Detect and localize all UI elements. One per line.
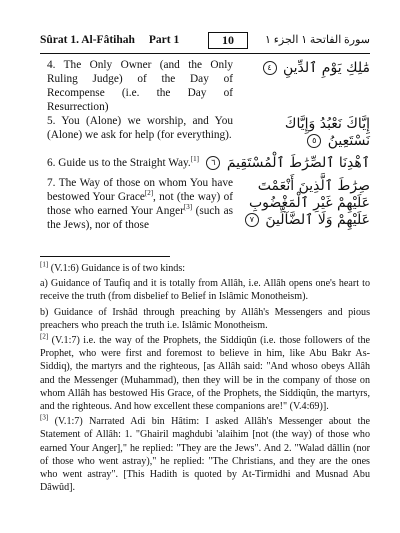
verse-6-text: 6. Guide us to the Straight Way. — [47, 157, 191, 169]
verse-4-translation: 4. The Only Owner (and the Only Ruling Judge) of the Day of Recompense (i.e. the Day of Resurrection) — [47, 59, 233, 113]
page-header — [40, 32, 370, 52]
verse-4-arabic — [261, 60, 370, 77]
verse-6-arabic — [204, 155, 370, 172]
verse-number-marker: ٤ — [263, 61, 277, 75]
verse-4-arabic-text: مَٰلِكِ يَوْمِ ٱلدِّينِ — [282, 60, 370, 76]
footnote-ref-2[interactable]: [2] — [144, 189, 154, 198]
verse-7-text-a: 7. The Way of those on whom You have bestowed Your Grace — [47, 177, 233, 203]
footnote-2 — [40, 334, 370, 413]
part-label: Part 1 — [148, 34, 180, 46]
footnote-1-marker: [1] — [40, 260, 49, 269]
verse-number-marker: ٦ — [206, 156, 220, 170]
footnote-1 — [40, 262, 370, 275]
verse-7-arabic-text: صِرَٰطَ ٱلَّذِينَ أَنْعَمْتَ عَلَيْهِمْ غَيْرِ ٱلْمَغْضُوبِ عَلَيْهِمْ وَلَا ٱلضَّآلِّينَ — [248, 178, 370, 228]
footnote-ref-3[interactable]: [3] — [183, 203, 193, 212]
footnote-3-text: (V.1:7) Narrated Adi bin Hâtim: I asked Allâh's Messenger about the Statement of Allâh: 1. "Ghairil maghdubi 'alaihim [not (the way) of those who earned Your Anger]," he replied: "They are the Jews". And 2. "Walad dâllin (nor of those who went astray)," he replied: "The Christians, and they are the ones who went astray". [This Hadith is quoted by At-Tirmidhi and Musnad Abu Dâwûd]. — [40, 416, 370, 494]
footnote-divider — [40, 256, 170, 257]
footnote-3 — [40, 415, 370, 494]
page-number: 10 — [208, 32, 248, 49]
verse-7-text-b: , not (the way) of those who earned Your Anger — [47, 191, 233, 217]
header-title — [40, 34, 179, 46]
footnote-1-intro: (V.1:6) Guidance is of two kinds: — [50, 263, 186, 274]
verse-number-marker: ٥ — [307, 134, 321, 148]
verse-7-text-c: (such as the Jews), nor of those — [47, 205, 233, 231]
verse-5-arabic-text: إِيَّاكَ نَعْبُدُ وَإِيَّاكَ نَسْتَعِينُ — [284, 116, 370, 149]
footnote-2-marker: [2] — [40, 332, 49, 341]
footnote-1b: b) Guidance of Irshâd through preaching by Allâh's Messengers and pious preachers who preach the truth i.e. Islâmic Monotheism. — [40, 306, 370, 331]
footnote-2-text: (V.1:7) i.e. the way of the Prophets, the Siddiqûn (i.e. those followers of the Prophet, who were first and foremost to believe in him, like Abu Bakr As-Siddiq), the martyrs and the righteous, [as Allâh said: "And whoso obeys Allâh and the Messenger (Muhammad), then they will be in the company of those on whom Allâh has bestowed His Grace, of the Prophets, the Siddiqûn, the martyrs, and the righteous. And how excellent these companions are!" (V.4:69)]. — [40, 335, 370, 413]
verse-5-arabic — [240, 116, 370, 150]
verse-5-translation: 5. You (Alone) we worship, and You (Alone) we ask for help (for everything). — [47, 115, 233, 141]
footnote-3-marker: [3] — [40, 413, 49, 422]
arabic-header-title: سورة الفاتحة ١ الجزء ١ — [265, 34, 370, 46]
verse-6-arabic-text: ٱهْدِنَا ٱلصِّرَٰطَ ٱلْمُسْتَقِيمَ — [226, 155, 370, 171]
footnote-ref-1[interactable]: [1] — [190, 155, 199, 164]
verse-7-translation — [47, 176, 233, 232]
footnote-1a: a) Guidance of Taufiq and it is totally from Allâh, i.e. Allâh opens one's heart to receive the truth (from disbelief to Belief in Islâmic Monotheism). — [40, 278, 370, 303]
verse-number-marker: ٧ — [245, 213, 259, 227]
footnotes-section — [40, 262, 370, 496]
verse-7-arabic — [240, 178, 370, 229]
surah-title: Sûrat 1. Al-Fâtihah — [40, 34, 135, 46]
header-divider — [40, 53, 370, 54]
